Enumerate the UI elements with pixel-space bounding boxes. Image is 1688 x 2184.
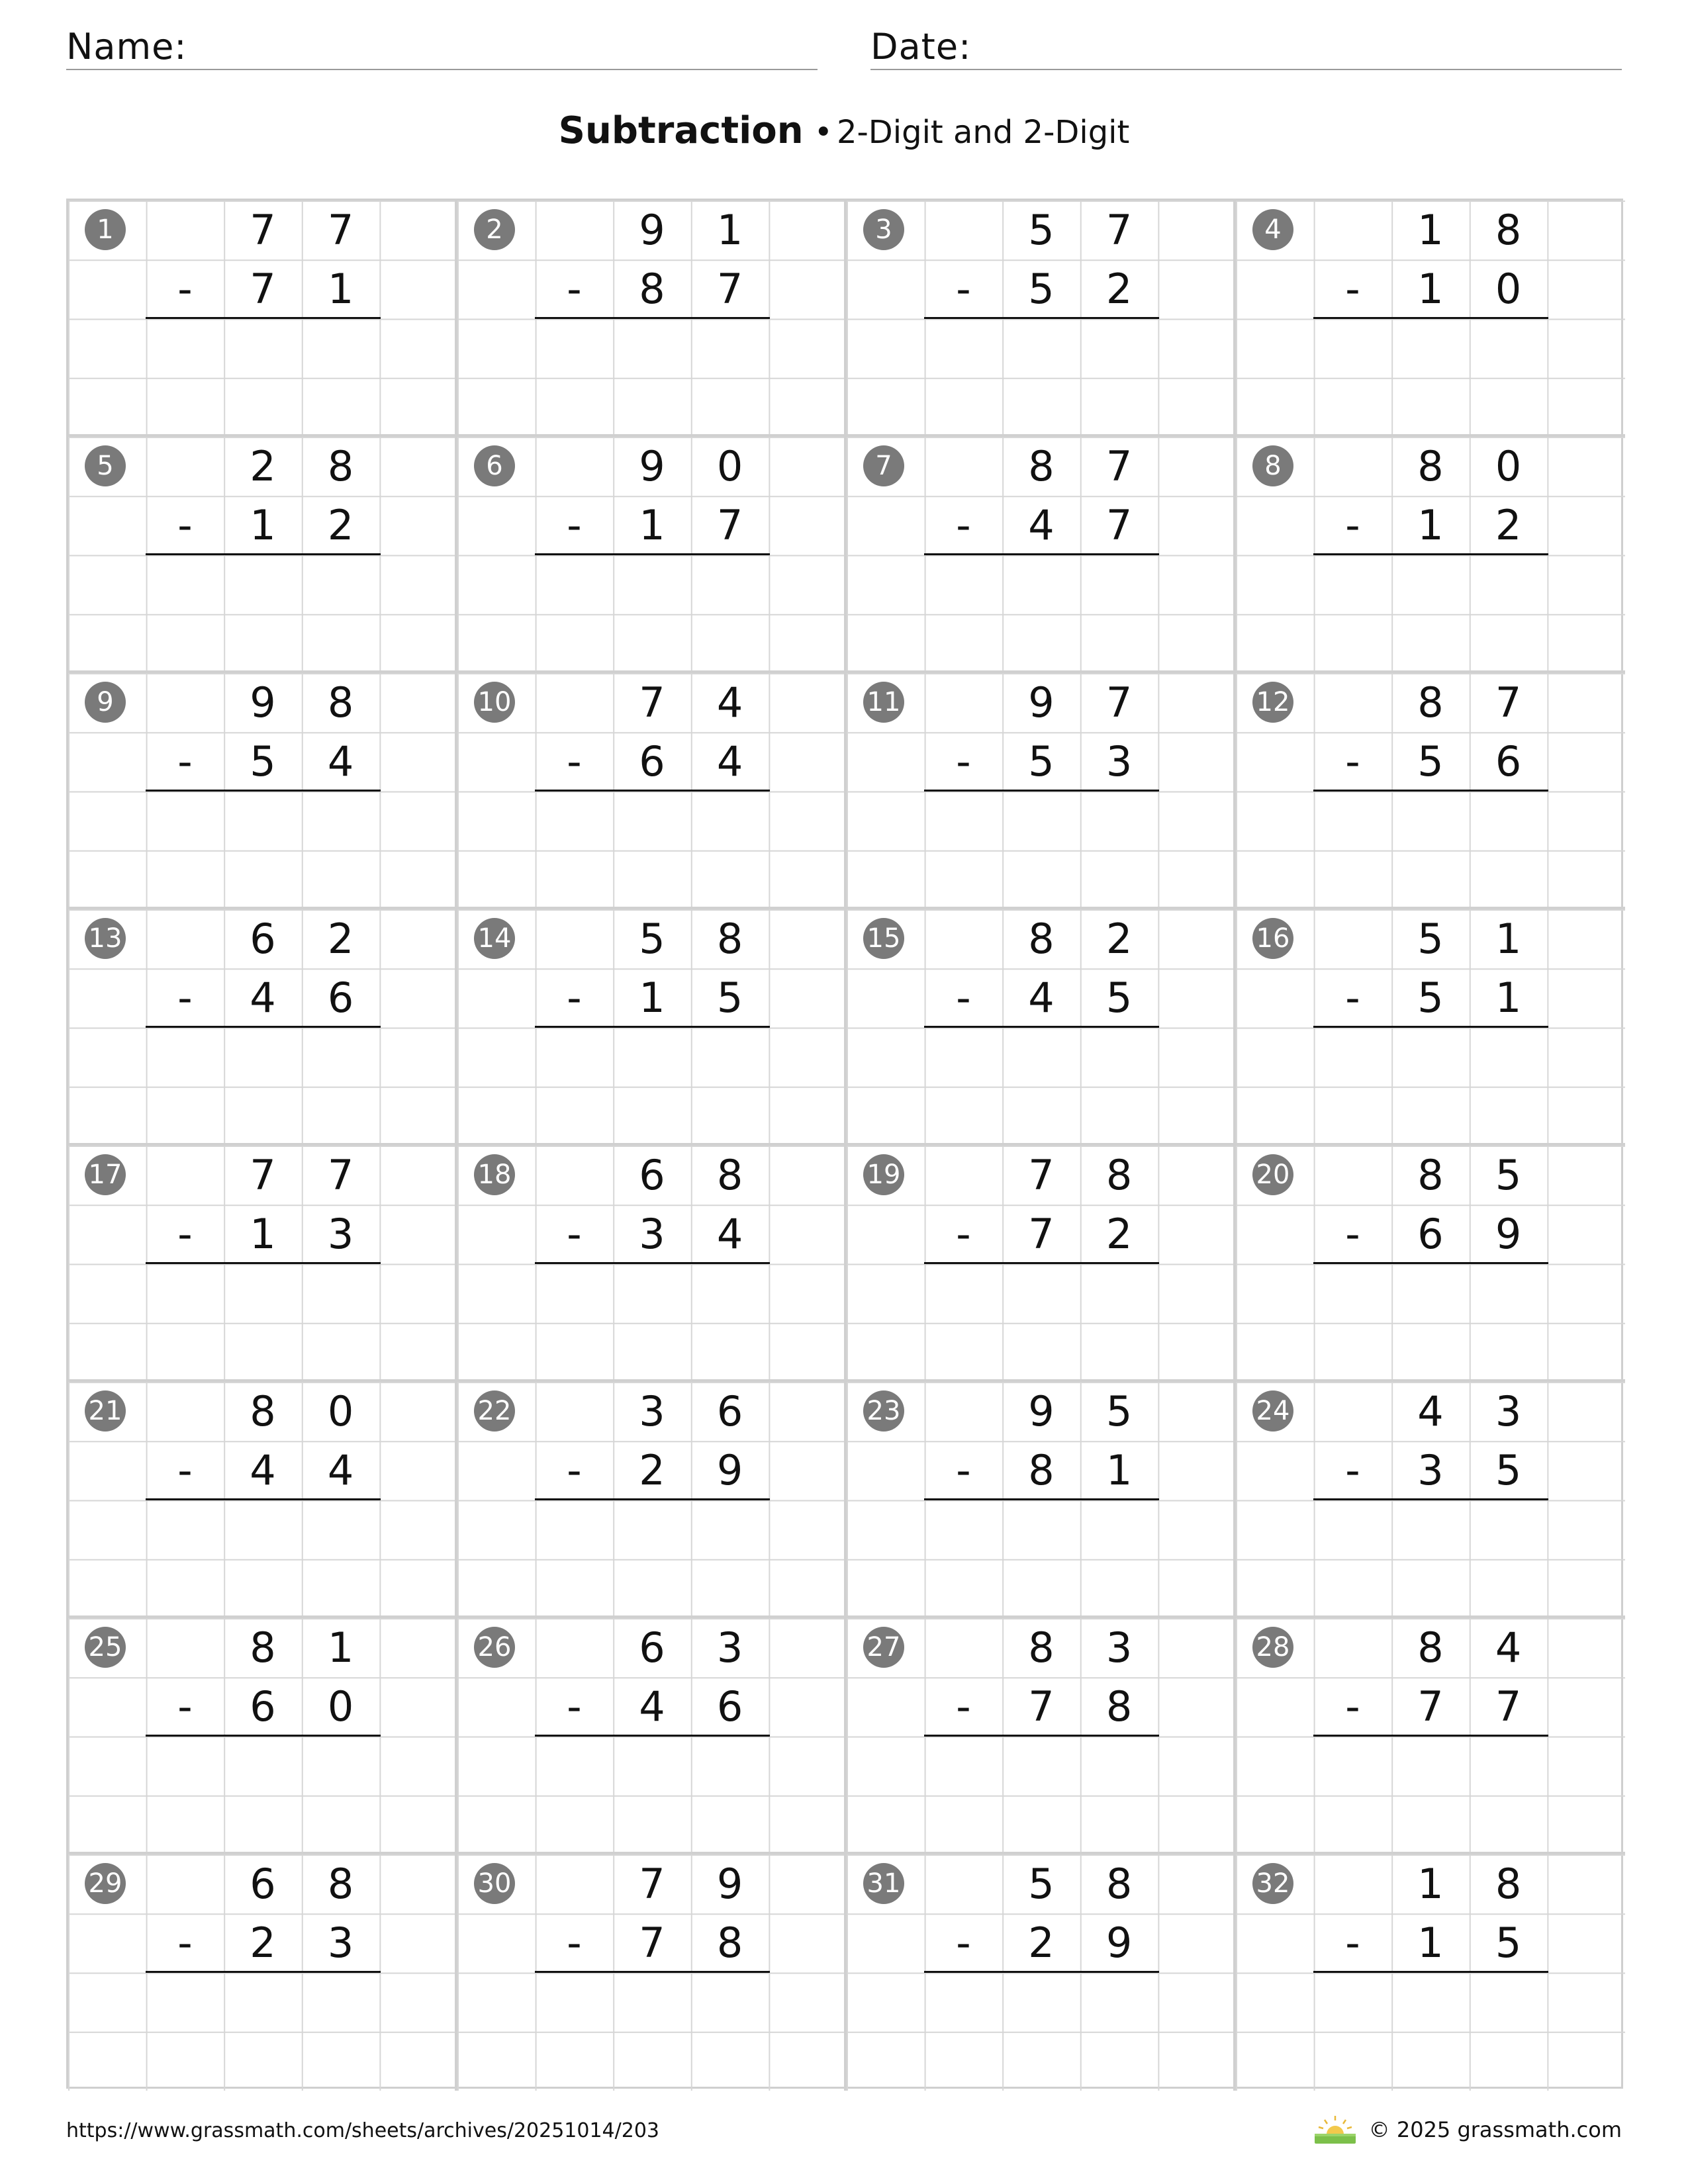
problem-number-badge: 26 xyxy=(474,1627,515,1668)
answer-line xyxy=(146,790,381,792)
title-subtitle: 2-Digit and 2-Digit xyxy=(836,114,1130,151)
answer-line xyxy=(535,1498,770,1500)
minus-sign: - xyxy=(1345,737,1360,786)
minuend-tens-digit: 5 xyxy=(639,915,665,963)
minus-sign: - xyxy=(956,1446,971,1494)
problem-number-badge: 16 xyxy=(1252,918,1293,959)
minuend-ones-digit: 3 xyxy=(716,1623,743,1672)
answer-line xyxy=(146,317,381,319)
answer-line xyxy=(535,1026,770,1028)
answer-line xyxy=(1313,317,1548,319)
subtrahend-tens-digit: 6 xyxy=(250,1682,276,1731)
subtrahend-tens-digit: 2 xyxy=(250,1919,276,1967)
problem-cell[interactable] xyxy=(68,1382,457,1618)
subtrahend-ones-digit: 6 xyxy=(327,974,354,1022)
problem-cell[interactable] xyxy=(68,1618,457,1854)
answer-line xyxy=(1313,790,1548,792)
minuend-tens-digit: 8 xyxy=(250,1387,276,1435)
minus-sign: - xyxy=(1345,1446,1360,1494)
subtrahend-ones-digit: 5 xyxy=(1495,1446,1522,1494)
subtrahend-tens-digit: 1 xyxy=(1417,501,1444,549)
subtrahend-tens-digit: 1 xyxy=(639,501,665,549)
minuend-ones-digit: 3 xyxy=(1105,1623,1133,1672)
problem-cell[interactable] xyxy=(457,437,847,673)
answer-line xyxy=(924,1498,1159,1500)
problem-number-badge: 1 xyxy=(85,209,126,250)
subtrahend-tens-digit: 2 xyxy=(639,1446,665,1494)
minus-sign: - xyxy=(567,1210,582,1258)
problem-cell[interactable] xyxy=(68,437,457,673)
answer-line xyxy=(924,1262,1159,1264)
minuend-tens-digit: 8 xyxy=(1417,1623,1444,1672)
minuend-ones-digit: 7 xyxy=(1495,678,1522,727)
answer-line xyxy=(146,1026,381,1028)
subtrahend-tens-digit: 2 xyxy=(1028,1919,1055,1967)
problem-cell[interactable] xyxy=(1236,201,1625,437)
minus-sign: - xyxy=(567,501,582,549)
problem-number-badge: 2 xyxy=(474,209,515,250)
subtrahend-tens-digit: 3 xyxy=(639,1210,665,1258)
problem-number-badge: 6 xyxy=(474,445,515,486)
answer-line xyxy=(924,1735,1159,1737)
answer-line xyxy=(146,1971,381,1973)
minuend-ones-digit: 1 xyxy=(1495,915,1522,963)
problem-number-badge: 23 xyxy=(863,1390,904,1432)
problem-cell[interactable] xyxy=(1236,673,1625,909)
minuend-tens-digit: 5 xyxy=(1028,1860,1055,1908)
answer-line xyxy=(146,1498,381,1500)
minuend-tens-digit: 8 xyxy=(1417,442,1444,490)
date-field[interactable] xyxy=(870,26,1622,70)
problem-number-badge: 25 xyxy=(85,1627,126,1668)
subtrahend-ones-digit: 2 xyxy=(1495,501,1522,549)
subtrahend-ones-digit: 1 xyxy=(1495,974,1522,1022)
subtrahend-tens-digit: 4 xyxy=(639,1682,665,1731)
problem-number-badge: 12 xyxy=(1252,682,1293,723)
problem-number-badge: 24 xyxy=(1252,1390,1293,1432)
problem-cell[interactable] xyxy=(457,673,847,909)
problem-number-badge: 30 xyxy=(474,1863,515,1904)
minuend-tens-digit: 8 xyxy=(1028,442,1055,490)
minus-sign: - xyxy=(177,501,193,549)
minuend-ones-digit: 8 xyxy=(1495,206,1522,254)
minuend-ones-digit: 0 xyxy=(1495,442,1522,490)
minuend-tens-digit: 8 xyxy=(1028,1623,1055,1672)
date-label: Date: xyxy=(870,26,972,68)
subtrahend-ones-digit: 3 xyxy=(1105,737,1133,786)
minus-sign: - xyxy=(567,974,582,1022)
problem-cell[interactable] xyxy=(847,1382,1236,1618)
problem-cell[interactable] xyxy=(457,201,847,437)
footer-url: https://www.grassmath.com/sheets/archives/20251014/203 xyxy=(66,2119,660,2142)
minus-sign: - xyxy=(567,737,582,786)
answer-line xyxy=(1313,1026,1548,1028)
subtrahend-ones-digit: 3 xyxy=(327,1210,354,1258)
minuend-tens-digit: 7 xyxy=(639,678,665,727)
minuend-tens-digit: 4 xyxy=(1417,1387,1444,1435)
minuend-ones-digit: 7 xyxy=(1105,678,1133,727)
answer-line xyxy=(535,553,770,555)
problem-number-badge: 17 xyxy=(85,1154,126,1195)
answer-line xyxy=(924,553,1159,555)
minuend-ones-digit: 8 xyxy=(327,678,354,727)
problem-number-badge: 19 xyxy=(863,1154,904,1195)
subtrahend-ones-digit: 1 xyxy=(1105,1446,1133,1494)
subtrahend-ones-digit: 8 xyxy=(1105,1682,1133,1731)
subtrahend-tens-digit: 4 xyxy=(1028,501,1055,549)
problem-cell[interactable] xyxy=(1236,1382,1625,1618)
problem-number-badge: 11 xyxy=(863,682,904,723)
answer-line xyxy=(535,1735,770,1737)
problem-cell[interactable] xyxy=(1236,437,1625,673)
minuend-ones-digit: 3 xyxy=(1495,1387,1522,1435)
subtrahend-ones-digit: 4 xyxy=(327,1446,354,1494)
answer-line xyxy=(535,1971,770,1973)
minuend-ones-digit: 6 xyxy=(716,1387,743,1435)
minus-sign: - xyxy=(567,1446,582,1494)
subtrahend-tens-digit: 5 xyxy=(250,737,276,786)
answer-line xyxy=(1313,1735,1548,1737)
minuend-tens-digit: 9 xyxy=(1028,678,1055,727)
problem-cell[interactable] xyxy=(847,673,1236,909)
minuend-tens-digit: 6 xyxy=(250,915,276,963)
subtrahend-tens-digit: 1 xyxy=(1417,1919,1444,1967)
problem-number-badge: 29 xyxy=(85,1863,126,1904)
problem-number-badge: 14 xyxy=(474,918,515,959)
minus-sign: - xyxy=(1345,1210,1360,1258)
subtrahend-ones-digit: 2 xyxy=(1105,1210,1133,1258)
minuend-ones-digit: 4 xyxy=(1495,1623,1522,1672)
minus-sign: - xyxy=(1345,501,1360,549)
minus-sign: - xyxy=(956,501,971,549)
minuend-ones-digit: 0 xyxy=(716,442,743,490)
minus-sign: - xyxy=(177,737,193,786)
subtrahend-ones-digit: 7 xyxy=(1495,1682,1522,1731)
subtrahend-ones-digit: 1 xyxy=(327,265,354,313)
subtrahend-tens-digit: 8 xyxy=(1028,1446,1055,1494)
problem-number-badge: 3 xyxy=(863,209,904,250)
answer-line xyxy=(146,1262,381,1264)
minuend-ones-digit: 8 xyxy=(1495,1860,1522,1908)
minus-sign: - xyxy=(956,265,971,313)
minus-sign: - xyxy=(567,265,582,313)
subtrahend-tens-digit: 8 xyxy=(639,265,665,313)
subtrahend-tens-digit: 5 xyxy=(1028,265,1055,313)
minuend-ones-digit: 8 xyxy=(1105,1860,1133,1908)
minuend-ones-digit: 1 xyxy=(327,1623,354,1672)
problem-cell[interactable] xyxy=(457,1618,847,1854)
subtrahend-ones-digit: 5 xyxy=(1495,1919,1522,1967)
minus-sign: - xyxy=(1345,265,1360,313)
problem-number-badge: 15 xyxy=(863,918,904,959)
minuend-tens-digit: 9 xyxy=(639,206,665,254)
minuend-ones-digit: 5 xyxy=(1495,1151,1522,1199)
minus-sign: - xyxy=(956,1682,971,1731)
title-main: Subtraction xyxy=(558,109,804,152)
problem-number-badge: 21 xyxy=(85,1390,126,1432)
problem-cell[interactable] xyxy=(847,1854,1236,2091)
subtrahend-ones-digit: 7 xyxy=(716,265,743,313)
problem-number-badge: 27 xyxy=(863,1627,904,1668)
problem-cell[interactable] xyxy=(68,201,457,437)
problem-number-badge: 28 xyxy=(1252,1627,1293,1668)
minus-sign: - xyxy=(177,1682,193,1731)
subtrahend-ones-digit: 0 xyxy=(327,1682,354,1731)
subtrahend-ones-digit: 8 xyxy=(716,1919,743,1967)
minuend-tens-digit: 6 xyxy=(639,1151,665,1199)
minus-sign: - xyxy=(1345,974,1360,1022)
minuend-tens-digit: 1 xyxy=(1417,206,1444,254)
problem-number-badge: 22 xyxy=(474,1390,515,1432)
answer-line xyxy=(924,317,1159,319)
minuend-tens-digit: 6 xyxy=(639,1623,665,1672)
problem-cell[interactable] xyxy=(68,673,457,909)
subtrahend-tens-digit: 4 xyxy=(250,974,276,1022)
minuend-ones-digit: 7 xyxy=(1105,442,1133,490)
problem-cell[interactable] xyxy=(847,1146,1236,1382)
subtrahend-tens-digit: 7 xyxy=(639,1919,665,1967)
minus-sign: - xyxy=(177,265,193,313)
problem-number-badge: 13 xyxy=(85,918,126,959)
minuend-tens-digit: 9 xyxy=(250,678,276,727)
problem-cell[interactable] xyxy=(847,909,1236,1146)
subtrahend-tens-digit: 1 xyxy=(1417,265,1444,313)
problem-cell[interactable] xyxy=(68,1854,457,2091)
problem-number-badge: 20 xyxy=(1252,1154,1293,1195)
minuend-tens-digit: 7 xyxy=(639,1860,665,1908)
minuend-tens-digit: 7 xyxy=(1028,1151,1055,1199)
subtrahend-ones-digit: 6 xyxy=(1495,737,1522,786)
subtrahend-tens-digit: 4 xyxy=(1028,974,1055,1022)
minus-sign: - xyxy=(567,1682,582,1731)
minuend-ones-digit: 8 xyxy=(716,1151,743,1199)
subtrahend-tens-digit: 5 xyxy=(1417,737,1444,786)
subtrahend-tens-digit: 5 xyxy=(1417,974,1444,1022)
footer-copyright: © 2025 grassmath.com xyxy=(1368,2117,1622,2142)
footer-brand xyxy=(1312,2115,1622,2145)
minuend-ones-digit: 0 xyxy=(327,1387,354,1435)
subtrahend-ones-digit: 6 xyxy=(716,1682,743,1731)
minus-sign: - xyxy=(956,1919,971,1967)
problem-cell[interactable] xyxy=(457,1382,847,1618)
minuend-ones-digit: 2 xyxy=(1105,915,1133,963)
problem-grid xyxy=(66,199,1623,2089)
problem-number-badge: 18 xyxy=(474,1154,515,1195)
subtrahend-ones-digit: 7 xyxy=(1105,501,1133,549)
problem-number-badge: 7 xyxy=(863,445,904,486)
minuend-tens-digit: 6 xyxy=(250,1860,276,1908)
problem-number-badge: 9 xyxy=(85,682,126,723)
minuend-tens-digit: 7 xyxy=(250,1151,276,1199)
minuend-ones-digit: 7 xyxy=(327,206,354,254)
minus-sign: - xyxy=(1345,1919,1360,1967)
minus-sign: - xyxy=(1345,1682,1360,1731)
problem-cell[interactable] xyxy=(457,1146,847,1382)
minuend-ones-digit: 4 xyxy=(716,678,743,727)
minuend-ones-digit: 5 xyxy=(1105,1387,1133,1435)
subtrahend-ones-digit: 9 xyxy=(1105,1919,1133,1967)
minuend-ones-digit: 9 xyxy=(716,1860,743,1908)
subtrahend-ones-digit: 4 xyxy=(327,737,354,786)
problem-cell[interactable] xyxy=(457,1854,847,2091)
subtrahend-ones-digit: 9 xyxy=(1495,1210,1522,1258)
problem-cell[interactable] xyxy=(1236,1854,1625,2091)
subtrahend-tens-digit: 1 xyxy=(639,974,665,1022)
minus-sign: - xyxy=(956,974,971,1022)
minuend-tens-digit: 1 xyxy=(1417,1860,1444,1908)
answer-line xyxy=(924,1971,1159,1973)
minuend-ones-digit: 8 xyxy=(1105,1151,1133,1199)
worksheet-title xyxy=(0,105,1688,166)
problem-cell[interactable] xyxy=(457,909,847,1146)
minuend-ones-digit: 8 xyxy=(716,915,743,963)
minus-sign: - xyxy=(177,1446,193,1494)
problem-cell[interactable] xyxy=(1236,909,1625,1146)
answer-line xyxy=(1313,1262,1548,1264)
subtrahend-tens-digit: 7 xyxy=(250,265,276,313)
minus-sign: - xyxy=(567,1919,582,1967)
subtrahend-tens-digit: 4 xyxy=(250,1446,276,1494)
subtrahend-tens-digit: 7 xyxy=(1417,1682,1444,1731)
problem-cell[interactable] xyxy=(847,437,1236,673)
problem-cell[interactable] xyxy=(1236,1146,1625,1382)
minus-sign: - xyxy=(956,737,971,786)
subtrahend-ones-digit: 7 xyxy=(716,501,743,549)
subtrahend-ones-digit: 2 xyxy=(1105,265,1133,313)
answer-line xyxy=(924,790,1159,792)
title-separator: • xyxy=(814,114,833,151)
problem-cell[interactable] xyxy=(1236,1618,1625,1854)
subtrahend-tens-digit: 6 xyxy=(1417,1210,1444,1258)
answer-line xyxy=(1313,1498,1548,1500)
problem-number-badge: 8 xyxy=(1252,445,1293,486)
problem-number-badge: 32 xyxy=(1252,1863,1293,1904)
subtrahend-ones-digit: 3 xyxy=(327,1919,354,1967)
subtrahend-tens-digit: 6 xyxy=(639,737,665,786)
answer-line xyxy=(1313,1971,1548,1973)
subtrahend-ones-digit: 4 xyxy=(716,1210,743,1258)
subtrahend-ones-digit: 9 xyxy=(716,1446,743,1494)
minuend-tens-digit: 9 xyxy=(1028,1387,1055,1435)
subtrahend-ones-digit: 2 xyxy=(327,501,354,549)
subtrahend-ones-digit: 4 xyxy=(716,737,743,786)
minus-sign: - xyxy=(177,1210,193,1258)
problem-number-badge: 10 xyxy=(474,682,515,723)
problem-number-badge: 31 xyxy=(863,1863,904,1904)
answer-line xyxy=(535,317,770,319)
minuend-tens-digit: 8 xyxy=(1417,678,1444,727)
minuend-tens-digit: 5 xyxy=(1028,206,1055,254)
subtrahend-tens-digit: 1 xyxy=(250,501,276,549)
minuend-ones-digit: 8 xyxy=(327,1860,354,1908)
minuend-tens-digit: 8 xyxy=(1417,1151,1444,1199)
minuend-ones-digit: 7 xyxy=(1105,206,1133,254)
problem-cell[interactable] xyxy=(68,909,457,1146)
minuend-tens-digit: 8 xyxy=(250,1623,276,1672)
minus-sign: - xyxy=(177,974,193,1022)
minus-sign: - xyxy=(177,1919,193,1967)
name-label: Name: xyxy=(66,26,187,68)
name-field[interactable] xyxy=(66,26,818,70)
answer-line xyxy=(535,790,770,792)
minuend-tens-digit: 5 xyxy=(1417,915,1444,963)
subtrahend-tens-digit: 1 xyxy=(250,1210,276,1258)
minuend-tens-digit: 2 xyxy=(250,442,276,490)
subtrahend-ones-digit: 5 xyxy=(716,974,743,1022)
subtrahend-tens-digit: 7 xyxy=(1028,1210,1055,1258)
minuend-ones-digit: 2 xyxy=(327,915,354,963)
problem-cell[interactable] xyxy=(68,1146,457,1382)
subtrahend-ones-digit: 5 xyxy=(1105,974,1133,1022)
minuend-ones-digit: 1 xyxy=(716,206,743,254)
answer-line xyxy=(146,1735,381,1737)
minuend-tens-digit: 3 xyxy=(639,1387,665,1435)
minuend-ones-digit: 8 xyxy=(327,442,354,490)
sun-over-grass-icon xyxy=(1312,2115,1358,2145)
problem-number-badge: 5 xyxy=(85,445,126,486)
minuend-tens-digit: 9 xyxy=(639,442,665,490)
subtrahend-ones-digit: 0 xyxy=(1495,265,1522,313)
minuend-ones-digit: 7 xyxy=(327,1151,354,1199)
subtrahend-tens-digit: 3 xyxy=(1417,1446,1444,1494)
answer-line xyxy=(146,553,381,555)
answer-line xyxy=(924,1026,1159,1028)
minus-sign: - xyxy=(956,1210,971,1258)
subtrahend-tens-digit: 7 xyxy=(1028,1682,1055,1731)
problem-cell[interactable] xyxy=(847,201,1236,437)
problem-cell[interactable] xyxy=(847,1618,1236,1854)
answer-line xyxy=(1313,553,1548,555)
answer-line xyxy=(535,1262,770,1264)
subtrahend-tens-digit: 5 xyxy=(1028,737,1055,786)
minuend-tens-digit: 8 xyxy=(1028,915,1055,963)
minuend-tens-digit: 7 xyxy=(250,206,276,254)
problem-number-badge: 4 xyxy=(1252,209,1293,250)
